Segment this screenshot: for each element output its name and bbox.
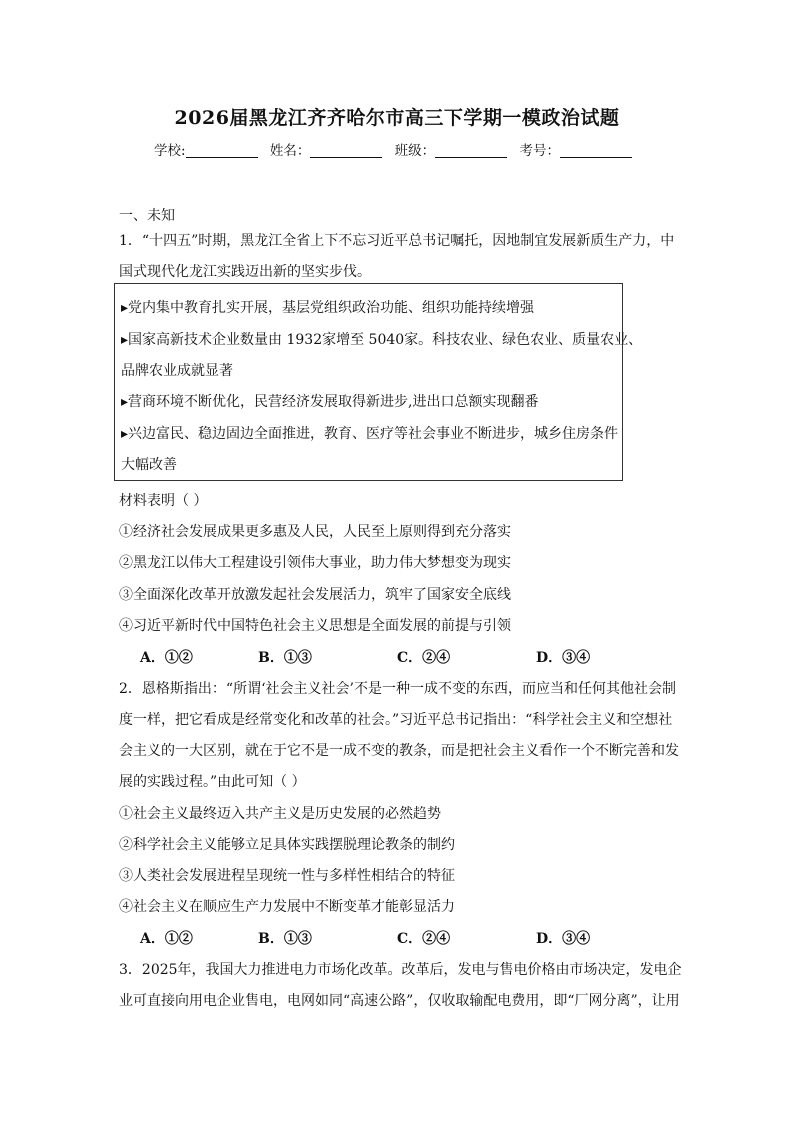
q2-stem-line-2: 度一样，把它看成是经常变化和改革的社会。”习近平总书记指出：“科学社会主义和空想社 — [119, 712, 673, 728]
name-blank[interactable] — [310, 143, 382, 158]
material-line: 大幅改善 — [121, 457, 177, 473]
school-blank[interactable] — [186, 143, 258, 158]
q2-statement-1: ①社会主义最终迈入共产主义是历史发展的必然趋势 — [119, 806, 441, 822]
q1-statement-4: ④习近平新时代中国特色社会主义思想是全面发展的前提与引领 — [119, 618, 511, 634]
q1-option-d[interactable]: D．③④ — [536, 650, 591, 666]
school-label: 学校: — [154, 143, 186, 159]
q1-stem-line-2: 国式现代化龙江实践迈出新的坚实步伐。 — [119, 264, 371, 280]
q3-stem-line-2: 业可直接向用电企业售电，电网如同“高速公路”，仅收取输配电费用，即“厂网分离”，让用 — [119, 993, 680, 1009]
material-line: ▸国家高新技术企业数量由 1932家增至 5040家。科技农业、绿色农业、质量农业、 — [121, 332, 643, 348]
q1-stem-line-1: 1．“十四五”时期，黑龙江全省上下不忘习近平总书记嘱托，因地制宜发展新质生产力，中 — [119, 233, 675, 249]
class-blank[interactable] — [435, 143, 507, 158]
exam-number-blank[interactable] — [560, 143, 632, 158]
q1-option-a[interactable]: A．①② — [140, 650, 193, 666]
q3-stem-line-1: 3．2025年，我国大力推进电力市场化改革。改革后，发电与售电价格由市场决定，发电企 — [119, 962, 682, 978]
material-line: ▸营商环境不断优化，民营经济发展取得新进步,进出口总额实现翻番 — [121, 394, 539, 410]
q2-option-c[interactable]: C．②④ — [397, 931, 451, 947]
q2-statement-3: ③人类社会发展进程呈现统一性与多样性相结合的特征 — [119, 868, 455, 884]
q1-statement-3: ③全面深化改革开放激发起社会发展活力，筑牢了国家安全底线 — [119, 587, 511, 603]
q2-statement-2: ②科学社会主义能够立足具体实践摆脱理论教条的制约 — [119, 837, 455, 853]
material-line: 品牌农业成就显著 — [121, 363, 233, 379]
material-line: ▸兴边富民、稳边固边全面推进，教育、医疗等社会事业不断进步，城乡住房条件 — [121, 426, 619, 442]
q1-material-box — [114, 283, 643, 481]
q1-option-b[interactable]: B．①③ — [258, 650, 312, 666]
q2-option-a[interactable]: A．①② — [140, 931, 193, 947]
name-label: 姓名： — [269, 143, 311, 159]
q2-stem-line-1: 2．恩格斯指出：“所谓‘社会主义社会’不是一种一成不变的东西，而应当和任何其他社会制 — [119, 681, 676, 697]
page-title: 2026届黑龙江齐齐哈尔市高三下学期一模政治试题 — [174, 107, 620, 129]
q1-statement-1: ①经济社会发展成果更多惠及人民，人民至上原则得到充分落实 — [119, 524, 511, 540]
material-line: ▸党内集中教育扎实开展，基层党组织政治功能、组织功能持续增强 — [121, 300, 535, 316]
q2-stem-line-4: 展的实践过程。”由此可知（ ） — [119, 774, 306, 790]
q2-statement-4: ④社会主义在顺应生产力发展中不断变革才能彰显活力 — [119, 899, 455, 915]
student-info-row — [0, 139, 794, 159]
q2-option-b[interactable]: B．①③ — [258, 931, 312, 947]
q2-stem-line-3: 会主义的一大区别，就在于它不是一成不变的教条，而是把社会主义看作一个不断完善和发 — [119, 743, 679, 759]
q1-statement-2: ②黑龙江以伟大工程建设引领伟大事业，助力伟大梦想变为现实 — [119, 555, 511, 571]
exam-number-label: 考号： — [519, 143, 560, 159]
section-heading: 一、未知 — [119, 208, 175, 224]
q1-option-c[interactable]: C．②④ — [397, 650, 451, 666]
q2-option-d[interactable]: D．③④ — [536, 931, 591, 947]
q1-prompt: 材料表明（ ） — [119, 493, 208, 509]
class-label: 班级： — [394, 143, 436, 159]
